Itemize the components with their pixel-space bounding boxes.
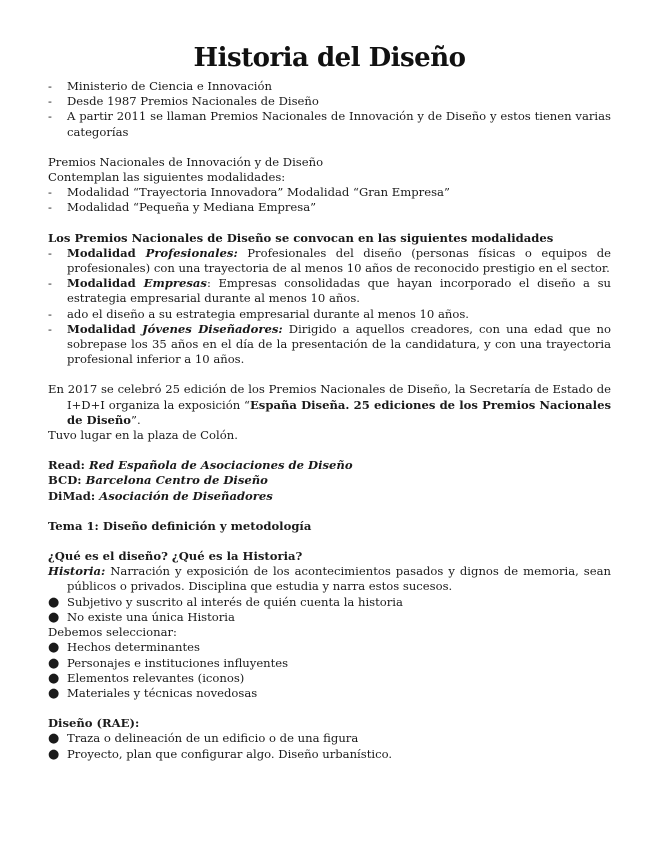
list-item: ● Materiales y técnicas novedosas — [48, 685, 258, 701]
premios-line: Contemplan las siguientes modalidades: — [48, 170, 286, 185]
dash-marker: - — [48, 79, 52, 93]
historia-bullets — [48, 595, 611, 625]
bullet-marker: ● — [48, 731, 60, 747]
select-list — [48, 640, 611, 701]
bullet-marker: ● — [48, 609, 60, 625]
dash-marker: - — [48, 200, 52, 215]
list-item: - Modalidad Empresas: Empresas consolidadas que hayan incorporado el diseño a su estrategia empresarial durante al menos 10 años. — [48, 276, 611, 306]
dash-marker: - — [48, 109, 52, 124]
list-item: ● Elementos relevantes (iconos) — [48, 670, 245, 686]
dash-marker: - — [48, 94, 52, 109]
bullet-marker: ● — [48, 594, 60, 610]
list-item: - Modalidad “Trayectoria Innovadora” Modalidad “Gran Empresa” — [48, 185, 450, 200]
bullet-marker: ● — [48, 685, 60, 701]
dash-marker: - — [48, 185, 52, 200]
bullet-marker: ● — [48, 670, 60, 686]
rae-heading: Diseño (RAE): — [48, 716, 140, 731]
list-item: - Desde 1987 Premios Nacionales de Diseño — [48, 94, 319, 109]
dash-marker: - — [48, 245, 52, 260]
list-item: ● No existe una única Historia — [48, 609, 235, 625]
modalidades-list — [48, 246, 611, 368]
rae-list — [48, 731, 611, 761]
premios-list — [48, 185, 611, 215]
list-item: - A partir 2011 se llaman Premios Nacionales de Innovación y de Diseño y estos tienen varias categorías — [48, 109, 611, 139]
bullet-marker: ● — [48, 746, 60, 762]
list-item: ● Traza o delineación de un edificio o de una figura — [48, 731, 359, 747]
org-line: BCD: Barcelona Centro de Diseño — [48, 473, 268, 488]
page-title: Historia del Diseño — [193, 43, 466, 73]
org-line: Read: Red Española de Asociaciones de Diseño — [48, 458, 353, 473]
list-item: ● Subjetivo y suscrito al interés de quién cuenta la historia — [48, 594, 403, 610]
list-item: ● Proyecto, plan que configurar algo. Diseño urbanístico. — [48, 746, 393, 762]
list-item: - Ministerio de Ciencia e Innovación — [48, 79, 272, 93]
tema-heading: Tema 1: Diseño definición y metodología — [48, 518, 312, 533]
org-line: DiMad: Asociación de Diseñadores — [48, 488, 273, 503]
list-item: ● Hechos determinantes — [48, 640, 200, 656]
list-item: ● Personajes e instituciones influyentes — [48, 655, 289, 671]
select-label: Debemos seleccionar: — [48, 625, 177, 640]
historia-heading: ¿Qué es el diseño? ¿Qué es la Historia? — [48, 549, 303, 564]
intro-list — [48, 79, 611, 140]
expo-paragraph: En 2017 se celebró 25 edición de los Premios Nacionales de Diseño, la Secretaría de Estado de I+D+I organiza la exposición “España Diseña. 25 ediciones de los Premios Nacionales de Diseño”. — [48, 382, 611, 427]
historia-definition: Historia: Narración y exposición de los acontecimientos pasados y dignos de memoria, sean públicos o privados. Disciplina que estudia y narra estos sucesos. — [48, 564, 611, 594]
list-item: - Modalidad “Pequeña y Mediana Empresa” — [48, 200, 317, 215]
expo-line: Tuvo lugar en la plaza de Colón. — [48, 428, 238, 443]
section-heading: Los Premios Nacionales de Diseño se convocan en las siguientes modalidades — [48, 230, 554, 245]
dash-marker: - — [48, 306, 52, 321]
list-item: - Modalidad Jóvenes Diseñadores: Dirigido a aquellos creadores, con una edad que no sobrepase los 35 años en el día de la presentación de la candidatura, y con una trayectoria profesional inferior a 10 años. — [48, 321, 611, 367]
bullet-marker: ● — [48, 640, 60, 656]
premios-line: Premios Nacionales de Innovación y de Diseño — [48, 154, 324, 169]
dash-marker: - — [48, 321, 52, 336]
list-item: - ado el diseño a su estrategia empresarial durante al menos 10 años. — [48, 306, 469, 321]
list-item: - Modalidad Profesionales: Profesionales del diseño (personas físicas o equipos de profesionales) con una trayectoria de al menos 10 años de reconocido prestigio en el sector. — [48, 245, 612, 276]
dash-marker: - — [48, 276, 52, 291]
bullet-marker: ● — [48, 655, 60, 671]
